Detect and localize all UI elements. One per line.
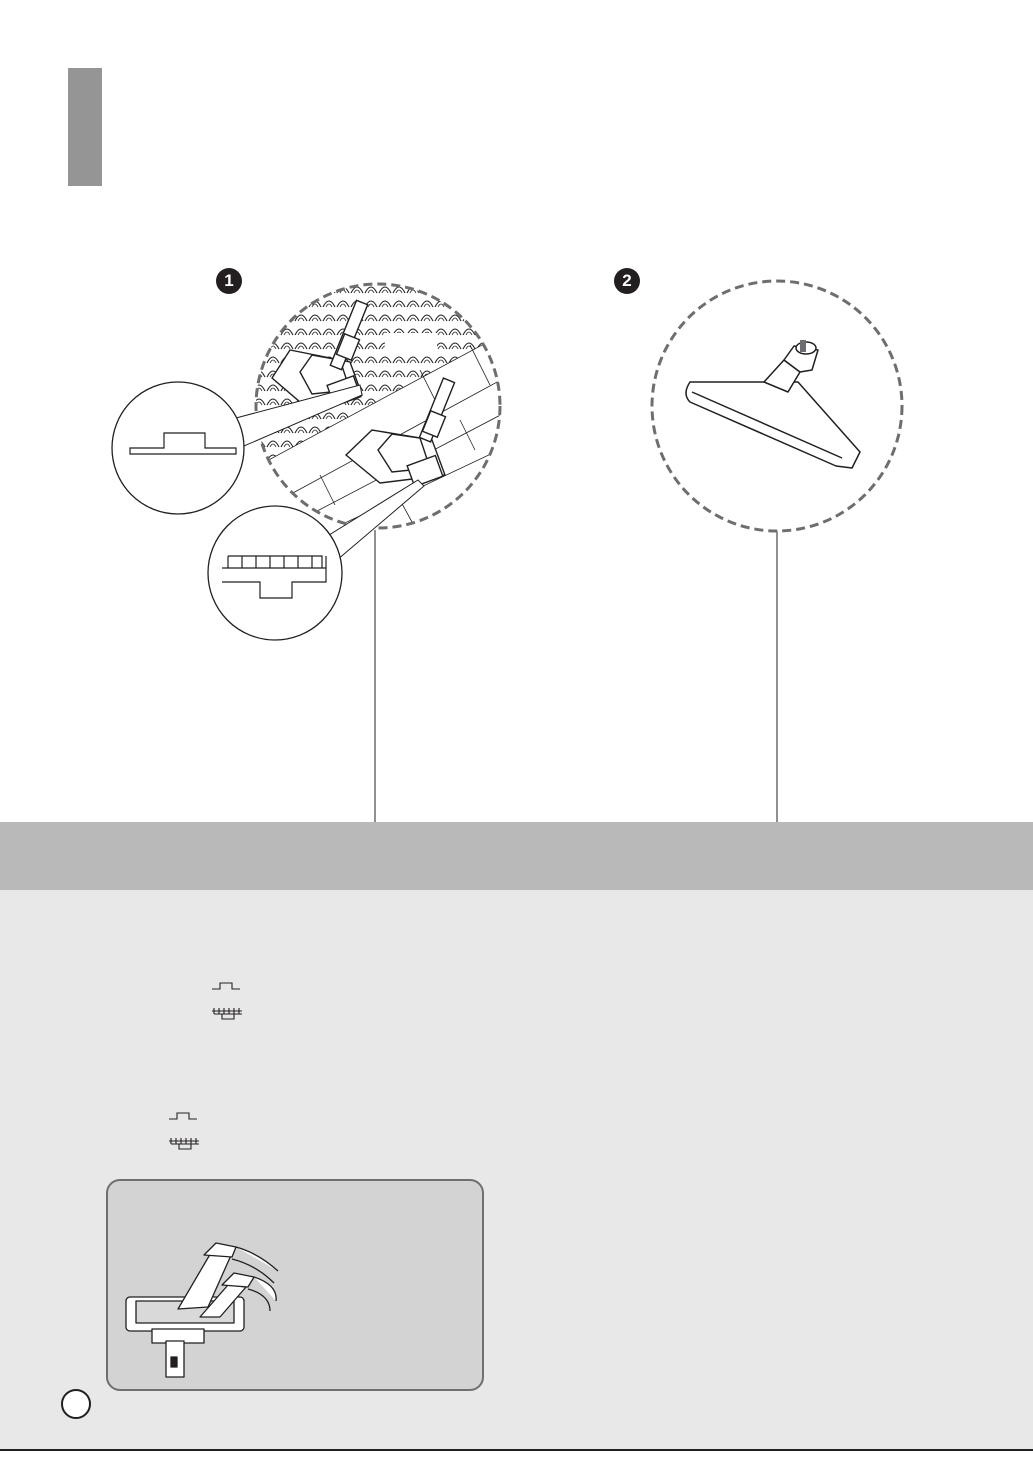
marker-2: 2 <box>614 268 640 294</box>
marker-1: 1 <box>216 268 242 294</box>
brush-extended-zoom <box>208 506 342 640</box>
tip-box <box>106 1179 484 1391</box>
footer-rule <box>0 1449 1033 1451</box>
brush-retracted-icon <box>169 983 240 1119</box>
brush-extended-icon <box>169 1008 242 1149</box>
pedal-switch-illustration <box>108 1181 486 1393</box>
carpet-floor-nozzle-illustration <box>112 280 510 640</box>
hard-floor-nozzle-illustration <box>652 281 902 531</box>
page-number-circle <box>61 1389 91 1419</box>
